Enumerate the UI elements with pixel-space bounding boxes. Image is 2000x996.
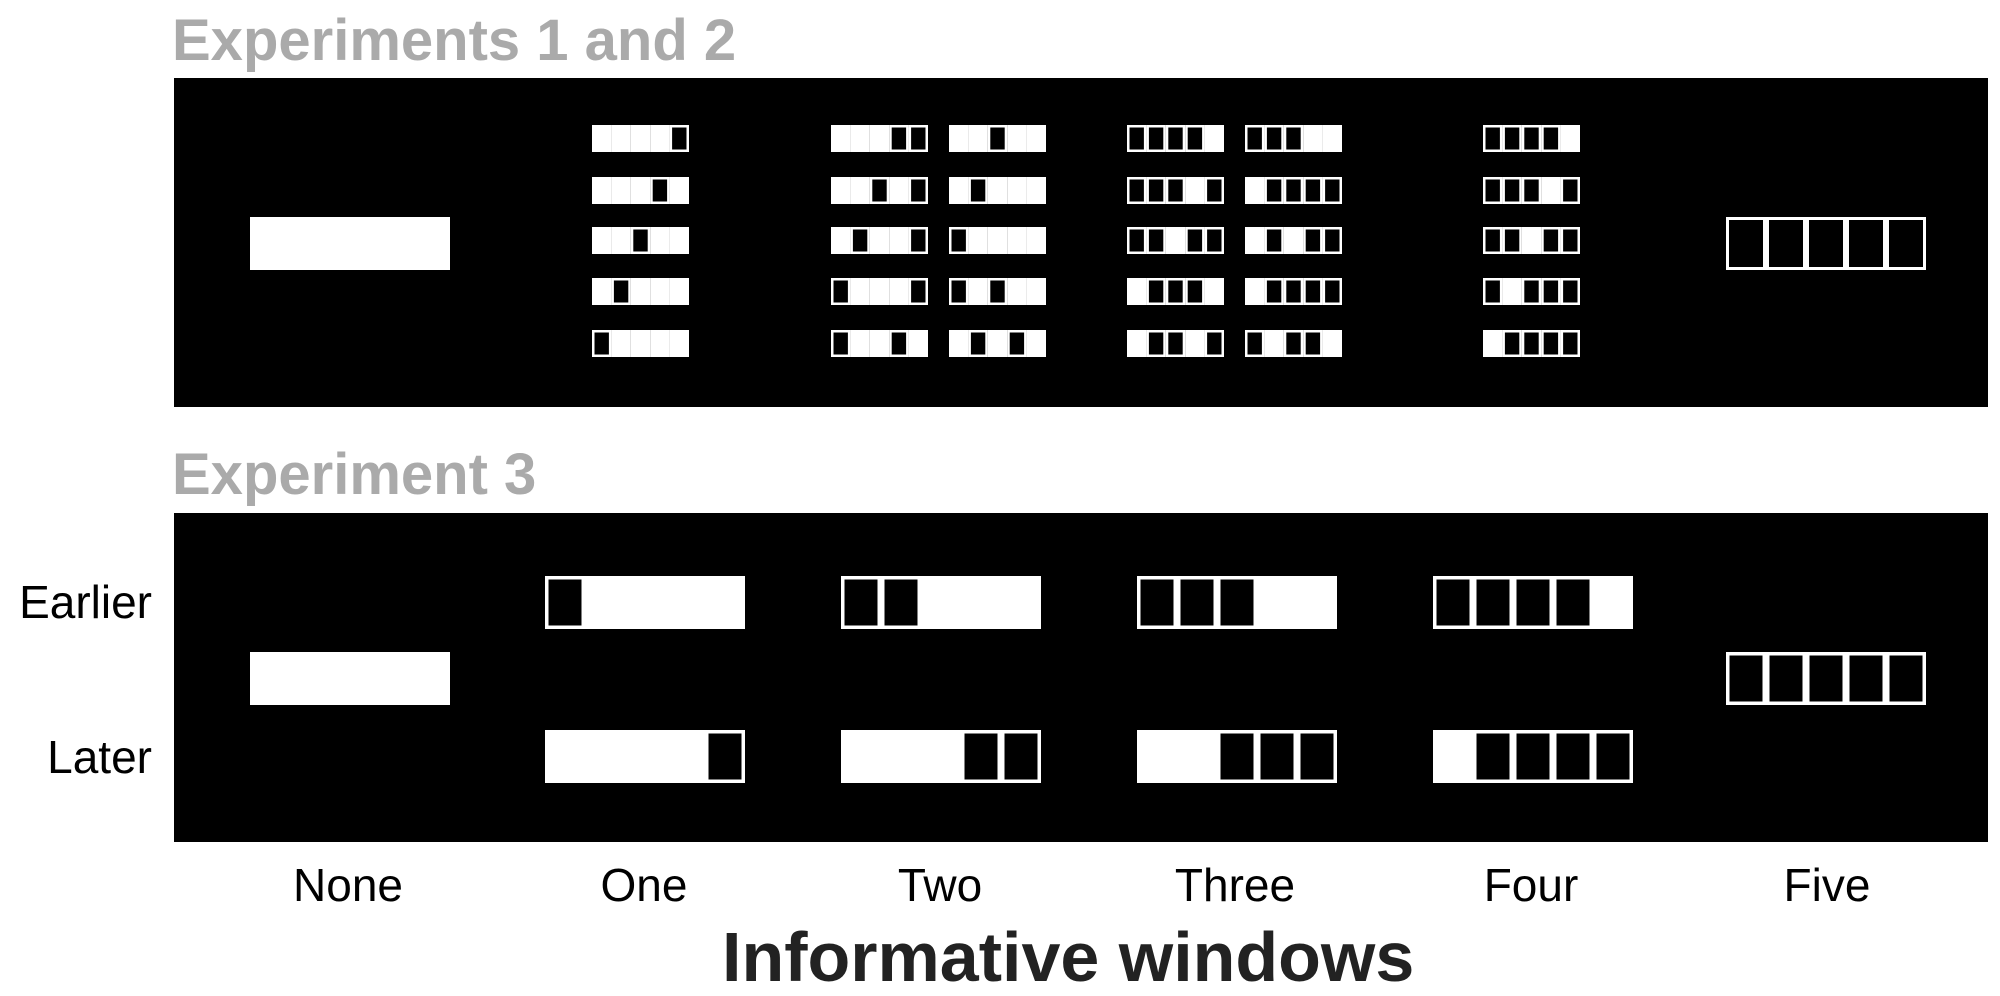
window-empty <box>1888 654 1925 704</box>
window-empty <box>593 331 610 356</box>
window-empty <box>1542 228 1559 253</box>
window-empty <box>1484 178 1501 203</box>
window-informative-filled <box>613 228 630 253</box>
window-empty <box>1475 732 1512 782</box>
window-empty <box>1324 178 1341 203</box>
window-empty <box>1128 178 1145 203</box>
window-informative-filled <box>671 178 688 203</box>
experiment-3-patterns <box>174 513 1988 842</box>
pattern-one <box>593 178 688 203</box>
column-label-none: None <box>293 859 403 911</box>
window-informative-filled <box>1299 578 1336 628</box>
pattern-two-a <box>832 228 927 253</box>
window-informative-filled <box>883 732 920 782</box>
pattern-three-b <box>1246 279 1341 304</box>
window-empty <box>1888 219 1925 269</box>
window-empty <box>1179 578 1216 628</box>
window-empty <box>1542 331 1559 356</box>
pattern-five <box>1728 219 1925 269</box>
pattern-three-b <box>1246 178 1341 203</box>
pattern-five <box>1728 654 1925 704</box>
pattern-two-b <box>950 279 1045 304</box>
window-empty <box>989 279 1006 304</box>
window-empty <box>1768 219 1805 269</box>
window-empty <box>1808 654 1845 704</box>
window-informative-filled <box>292 654 329 704</box>
window-informative-filled <box>372 654 409 704</box>
window-informative-filled <box>1128 279 1145 304</box>
window-informative-filled <box>923 578 960 628</box>
window-informative-filled <box>651 228 668 253</box>
window-empty <box>989 126 1006 151</box>
window-empty <box>1206 228 1223 253</box>
window-empty <box>1285 178 1302 203</box>
pattern-one-later <box>547 732 744 782</box>
window-informative-filled <box>843 732 880 782</box>
window-empty <box>910 178 927 203</box>
pattern-two-a <box>832 178 927 203</box>
window-informative-filled <box>707 578 744 628</box>
window-empty <box>1562 178 1579 203</box>
window-empty <box>1285 279 1302 304</box>
experiments-1-2-panel <box>174 78 1988 407</box>
window-informative-filled <box>871 126 888 151</box>
pattern-two-b <box>950 126 1045 151</box>
window-informative-filled <box>923 732 960 782</box>
window-empty <box>1219 578 1256 628</box>
window-empty <box>1167 178 1184 203</box>
window-empty <box>883 578 920 628</box>
window-informative-filled <box>832 228 849 253</box>
window-informative-filled <box>667 732 704 782</box>
window-empty <box>1484 228 1501 253</box>
pattern-three-a <box>1128 178 1223 203</box>
window-informative-filled <box>852 126 869 151</box>
pattern-three-later <box>1139 732 1336 782</box>
window-empty <box>1167 279 1184 304</box>
window-informative-filled <box>1008 178 1025 203</box>
window-empty <box>910 126 927 151</box>
window-empty <box>1206 331 1223 356</box>
window-empty <box>1304 178 1321 203</box>
window-empty <box>1167 126 1184 151</box>
window-empty <box>1148 178 1165 203</box>
window-informative-filled <box>950 331 967 356</box>
column-label-two: Two <box>897 859 983 911</box>
window-informative-filled <box>651 279 668 304</box>
window-informative-filled <box>667 578 704 628</box>
window-empty <box>1808 219 1845 269</box>
window-informative-filled <box>890 178 907 203</box>
experiments-1-2-patterns <box>174 78 1988 407</box>
pattern-three-a <box>1128 126 1223 151</box>
experiment-3-title: Experiment 3 <box>172 442 537 507</box>
row-label-later: Later <box>47 731 152 783</box>
pattern-three-a <box>1128 228 1223 253</box>
window-empty <box>1304 279 1321 304</box>
window-empty <box>547 578 584 628</box>
window-empty <box>1515 578 1552 628</box>
window-empty <box>1848 654 1885 704</box>
experiments-1-2-title: Experiments 1 and 2 <box>172 8 737 73</box>
pattern-two-b <box>950 178 1045 203</box>
window-empty <box>871 178 888 203</box>
window-informative-filled <box>632 126 649 151</box>
window-informative-filled <box>1206 279 1223 304</box>
window-informative-filled <box>832 178 849 203</box>
window-informative-filled <box>1246 228 1263 253</box>
window-informative-filled <box>890 228 907 253</box>
window-empty <box>1324 279 1341 304</box>
window-empty <box>852 228 869 253</box>
window-informative-filled <box>970 279 987 304</box>
window-empty <box>970 331 987 356</box>
window-informative-filled <box>871 331 888 356</box>
window-informative-filled <box>632 331 649 356</box>
window-informative-filled <box>593 178 610 203</box>
window-informative-filled <box>593 228 610 253</box>
window-empty <box>1504 126 1521 151</box>
window-informative-filled <box>970 228 987 253</box>
pattern-one <box>593 331 688 356</box>
pattern-three-b <box>1246 228 1341 253</box>
window-informative-filled <box>989 178 1006 203</box>
window-informative-filled <box>890 279 907 304</box>
pattern-four <box>1484 126 1579 151</box>
pattern-three-a <box>1128 279 1223 304</box>
window-informative-filled <box>1139 732 1176 782</box>
window-informative-filled <box>613 331 630 356</box>
pattern-one <box>593 279 688 304</box>
window-empty <box>1504 331 1521 356</box>
window-informative-filled <box>372 219 409 269</box>
window-informative-filled <box>910 331 927 356</box>
window-informative-filled <box>1003 578 1040 628</box>
window-empty <box>890 126 907 151</box>
window-empty <box>1008 331 1025 356</box>
window-empty <box>1148 331 1165 356</box>
window-empty <box>1523 178 1540 203</box>
window-empty <box>1266 228 1283 253</box>
window-informative-filled <box>332 654 369 704</box>
window-informative-filled <box>1542 178 1559 203</box>
window-empty <box>910 279 927 304</box>
window-empty <box>651 178 668 203</box>
pattern-one <box>593 126 688 151</box>
pattern-four <box>1484 178 1579 203</box>
window-informative-filled <box>1186 178 1203 203</box>
window-informative-filled <box>1167 228 1184 253</box>
window-empty <box>890 331 907 356</box>
column-label-one: One <box>600 859 688 911</box>
window-informative-filled <box>1285 228 1302 253</box>
experiment-3-panel <box>174 513 1988 842</box>
window-informative-filled <box>852 331 869 356</box>
window-empty <box>1139 578 1176 628</box>
window-empty <box>1562 331 1579 356</box>
window-informative-filled <box>651 126 668 151</box>
window-empty <box>1484 126 1501 151</box>
window-informative-filled <box>1324 126 1341 151</box>
pattern-one <box>593 228 688 253</box>
window-empty <box>1562 279 1579 304</box>
pattern-two-a <box>832 126 927 151</box>
window-informative-filled <box>950 178 967 203</box>
window-informative-filled <box>950 126 967 151</box>
window-empty <box>1285 126 1302 151</box>
window-empty <box>1266 126 1283 151</box>
window-empty <box>1259 732 1296 782</box>
window-informative-filled <box>547 732 584 782</box>
window-informative-filled <box>1324 331 1341 356</box>
window-informative-filled <box>1206 126 1223 151</box>
window-empty <box>1728 219 1765 269</box>
window-informative-filled <box>1504 279 1521 304</box>
pattern-three-b <box>1246 331 1341 356</box>
window-empty <box>1542 279 1559 304</box>
window-informative-filled <box>852 178 869 203</box>
window-informative-filled <box>412 654 449 704</box>
window-informative-filled <box>1562 126 1579 151</box>
pattern-none <box>252 654 449 704</box>
window-empty <box>1299 732 1336 782</box>
window-empty <box>632 228 649 253</box>
window-empty <box>1206 178 1223 203</box>
window-informative-filled <box>871 228 888 253</box>
window-empty <box>1504 178 1521 203</box>
window-empty <box>1848 219 1885 269</box>
row-label-earlier: Earlier <box>19 576 152 628</box>
window-informative-filled <box>1008 126 1025 151</box>
window-informative-filled <box>1028 178 1045 203</box>
window-informative-filled <box>252 219 289 269</box>
window-empty <box>1515 732 1552 782</box>
window-empty <box>832 331 849 356</box>
window-informative-filled <box>671 331 688 356</box>
pattern-four <box>1484 228 1579 253</box>
window-empty <box>1555 732 1592 782</box>
window-informative-filled <box>412 219 449 269</box>
window-empty <box>963 732 1000 782</box>
pattern-none <box>252 219 449 269</box>
axis-title: Informative windows <box>722 918 1415 996</box>
window-informative-filled <box>671 279 688 304</box>
window-empty <box>1128 228 1145 253</box>
window-empty <box>832 279 849 304</box>
window-informative-filled <box>1008 279 1025 304</box>
window-empty <box>1219 732 1256 782</box>
window-empty <box>1246 126 1263 151</box>
window-empty <box>1003 732 1040 782</box>
window-empty <box>1562 228 1579 253</box>
pattern-one-earlier <box>547 578 744 628</box>
window-informative-filled <box>1028 331 1045 356</box>
pattern-two-later <box>843 732 1040 782</box>
window-empty <box>1148 126 1165 151</box>
pattern-four-earlier <box>1435 578 1632 628</box>
window-informative-filled <box>1179 732 1216 782</box>
pattern-two-earlier <box>843 578 1040 628</box>
window-empty <box>1523 331 1540 356</box>
pattern-four <box>1484 331 1579 356</box>
window-empty <box>843 578 880 628</box>
window-informative-filled <box>1484 331 1501 356</box>
window-empty <box>970 178 987 203</box>
window-informative-filled <box>1008 228 1025 253</box>
window-informative-filled <box>1259 578 1296 628</box>
window-informative-filled <box>613 126 630 151</box>
window-informative-filled <box>332 219 369 269</box>
window-empty <box>1728 654 1765 704</box>
window-informative-filled <box>989 331 1006 356</box>
window-empty <box>1324 228 1341 253</box>
pattern-four-later <box>1435 732 1632 782</box>
window-empty <box>1246 331 1263 356</box>
window-informative-filled <box>832 126 849 151</box>
window-empty <box>1128 126 1145 151</box>
window-informative-filled <box>1435 732 1472 782</box>
window-informative-filled <box>627 578 664 628</box>
window-informative-filled <box>1246 279 1263 304</box>
window-empty <box>1504 228 1521 253</box>
window-empty <box>910 228 927 253</box>
window-empty <box>1304 228 1321 253</box>
window-empty <box>1186 228 1203 253</box>
window-empty <box>1148 279 1165 304</box>
window-informative-filled <box>963 578 1000 628</box>
window-informative-filled <box>632 279 649 304</box>
pattern-three-earlier <box>1139 578 1336 628</box>
pattern-four <box>1484 279 1579 304</box>
window-informative-filled <box>989 228 1006 253</box>
column-label-four: Four <box>1483 859 1579 911</box>
window-empty <box>1148 228 1165 253</box>
window-informative-filled <box>852 279 869 304</box>
window-informative-filled <box>671 228 688 253</box>
window-informative-filled <box>1186 331 1203 356</box>
window-empty <box>1304 331 1321 356</box>
pattern-two-a <box>832 331 927 356</box>
window-informative-filled <box>587 578 624 628</box>
window-informative-filled <box>252 654 289 704</box>
window-empty <box>707 732 744 782</box>
window-informative-filled <box>613 178 630 203</box>
window-informative-filled <box>970 126 987 151</box>
window-empty <box>1542 126 1559 151</box>
window-empty <box>1435 578 1472 628</box>
window-informative-filled <box>632 178 649 203</box>
window-informative-filled <box>593 126 610 151</box>
window-empty <box>1186 279 1203 304</box>
window-empty <box>1523 126 1540 151</box>
pattern-three-b <box>1246 126 1341 151</box>
window-empty <box>1266 279 1283 304</box>
window-empty <box>1768 654 1805 704</box>
window-informative-filled <box>593 279 610 304</box>
window-empty <box>950 228 967 253</box>
window-empty <box>1186 126 1203 151</box>
window-empty <box>1266 178 1283 203</box>
window-informative-filled <box>1523 228 1540 253</box>
window-informative-filled <box>1028 228 1045 253</box>
pattern-two-b <box>950 228 1045 253</box>
window-informative-filled <box>1266 331 1283 356</box>
window-informative-filled <box>587 732 624 782</box>
window-informative-filled <box>1246 178 1263 203</box>
pattern-three-a <box>1128 331 1223 356</box>
window-empty <box>1523 279 1540 304</box>
window-informative-filled <box>627 732 664 782</box>
window-empty <box>1484 279 1501 304</box>
window-empty <box>1555 578 1592 628</box>
window-empty <box>1595 732 1632 782</box>
window-empty <box>1285 331 1302 356</box>
pattern-two-a <box>832 279 927 304</box>
window-informative-filled <box>1304 126 1321 151</box>
window-empty <box>950 279 967 304</box>
window-empty <box>613 279 630 304</box>
window-informative-filled <box>1595 578 1632 628</box>
window-empty <box>1167 331 1184 356</box>
window-informative-filled <box>1028 126 1045 151</box>
window-informative-filled <box>871 279 888 304</box>
pattern-two-b <box>950 331 1045 356</box>
window-empty <box>671 126 688 151</box>
column-label-five: Five <box>1783 859 1871 911</box>
window-informative-filled <box>1128 331 1145 356</box>
window-informative-filled <box>651 331 668 356</box>
column-label-three: Three <box>1174 859 1296 911</box>
window-empty <box>1475 578 1512 628</box>
window-informative-filled <box>292 219 329 269</box>
window-informative-filled <box>1028 279 1045 304</box>
